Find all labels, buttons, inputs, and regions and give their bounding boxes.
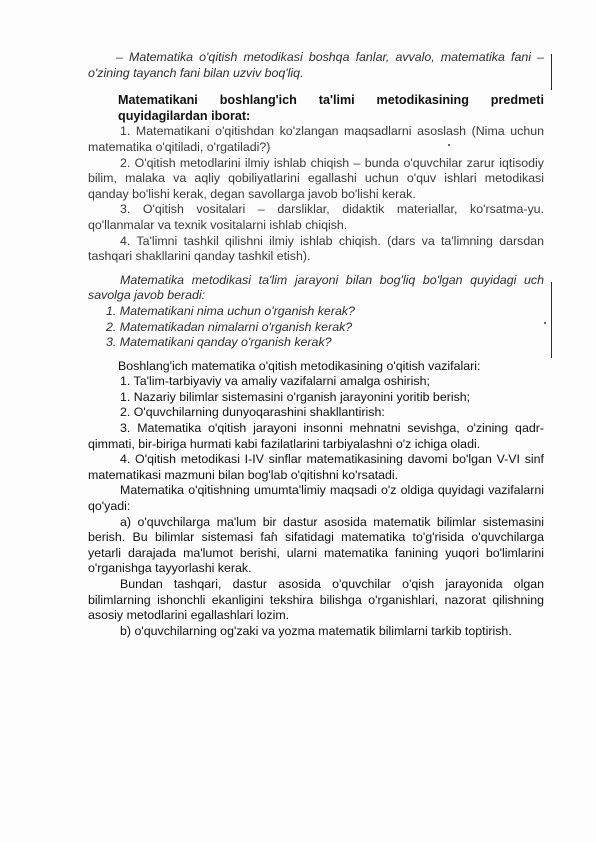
- document-body: [88, 50, 544, 639]
- goal-item-b: b) o'quvchilarning og'zaki va yozma matematik bilimlarni tarkib toptirish.: [120, 623, 512, 638]
- question-item: 3. Matematikani qanday o'rganish kerak?: [106, 335, 332, 350]
- margin-line-middle: [551, 282, 552, 358]
- subject-item: 2. O'qitish metodlarini ilmiy ishlab chiqish – bunda o'quvchilar zarur iqtisodiy bilim, malaka va aqliy qobiliyatlarini egallashi uchun o'quv ishlari metodikasi qanday bo'lishi kerak, degan savollarga javob bo'lishi kerak.: [88, 155, 544, 201]
- question-item: 1. Matematikani nima uchun o'rganish kerak?: [106, 303, 355, 318]
- goal-extra-paragraph: Bundan tashqari, dastur asosida o'quvchilar o'qish jarayonida olgan bilimlarning ishonchli ekanligini tekshira bilishga o'rganishlari, nazorat qilishning asosiy metodlarini egallashlari lozim.: [88, 577, 544, 623]
- subject-item: 1. Matematikani o'qitishdan ko'zlangan maqsadlarni asoslash (Nima uchun matematika o'qitiladi, o'rgatiladi?): [88, 124, 544, 154]
- subject-item: 3. O'qitish vositalari – darsliklar, didaktik materiallar, ko'rsatma-yu. qo'llanmalar va texnik vositalarni ishlab chiqish.: [88, 202, 544, 232]
- subject-heading: Matematikani boshlang'ich ta'limi metodikasining predmeti quyidagilardan iborat:: [118, 93, 544, 123]
- question-item: 2. Matematikadan nimalarni o'rganish kerak?: [106, 319, 353, 334]
- tasks-heading: Boshlang'ich matematika o'qitish metodikasining o'qitish vazifalari:: [118, 358, 481, 373]
- task-item: 2. O'quvchilarning dunyoqarashini shakllantirish:: [120, 405, 385, 420]
- task-item: 3. Matematika o'qitish jarayoni insonni mehnatni sevishga, o'zining qadr-qimmati, bir-biriga hurmati kabi fazilatlarini tarbiyalashni o'z ichiga oladi.: [88, 421, 544, 451]
- questions-lead: Matematika metodikasi ta'lim jarayoni bilan bog'liq bo'lgan quyidagi uch savolga javob beradi:: [88, 272, 544, 303]
- questions-section: [88, 273, 544, 351]
- task-item: 1. Ta'lim-tarbiyaviy va amaliy vazifalarni amalga oshirish;: [120, 374, 430, 389]
- scan-dot: [544, 322, 546, 324]
- goal-lead: Matematika o'qitishning umumta'limiy maqsadi o'z oldiga quyidagi vazifalarni qo'yadi:: [88, 483, 544, 514]
- margin-line-top: [551, 54, 552, 90]
- subject-section: [88, 93, 544, 265]
- task-item: 4. O'qitish metodikasi I-IV sinflar matematikasining davomi bo'lgan V-VI sinf matematikasi mazmuni bilan bog'lab o'qitishni ko'rsatadi.: [88, 452, 544, 482]
- subject-item: 4. Ta'limni tashkil qilishni ilmiy ishlab chiqish. (dars va ta'limning darsdan tashqari shakllarini qanday tashkil etish).: [88, 233, 544, 264]
- goal-item-a: a) o'quvchilarga ma'lum bir dastur asosida matematik bilimlar sistemasini berish. Bu bilimlar sistemasi fan sifatidagi matematika to'g'risida o'quvchilarga yetarli darajada ma'lumot berishi, ularni matematika fanining yuqori bo'limlarini o'rganishga tayyorlashi kerak.: [88, 514, 544, 576]
- goal-section: [88, 483, 544, 639]
- task-item: 1. Nazariy bilimlar sistemasini o'rganish jarayonini yoritib berish;: [120, 389, 471, 404]
- tasks-section: [88, 359, 544, 484]
- questions-list: [88, 304, 544, 351]
- intro-paragraph: – Matematika o'qitish metodikasi boshqa fanlar, avvalo, matematika fani – o'zining tayanch fani bilan uzviv boq'liq.: [88, 50, 544, 80]
